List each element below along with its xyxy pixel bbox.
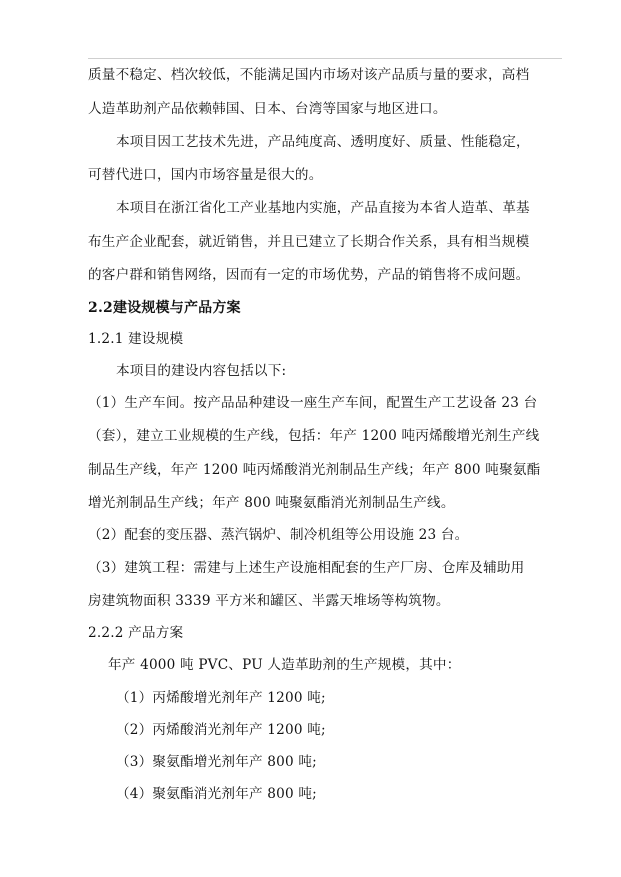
- paragraph-line: 年产 4000 吨 PVC、PU 人造革助剂的生产规模，其中：: [108, 657, 461, 673]
- paragraph-line: 本项目的建设内容包括以下:: [116, 363, 287, 379]
- paragraph-line: 人造革助剂产品依赖韩国、日本、台湾等国家与地区进口。: [88, 101, 447, 117]
- paragraph-line: 可替代进口，国内市场容量是很大的。: [88, 167, 323, 183]
- subsection-title: 1.2.1 建设规模: [88, 331, 184, 347]
- list-item-line: 制品生产线，年产 1200 吨丙烯酸消光剂制品生产线；年产 800 吨聚氨酯: [88, 462, 541, 478]
- paragraph-line: 本项目因工艺技术先进，产品纯度高、透明度好、质量、性能稳定，: [116, 134, 530, 150]
- paragraph-line: 布生产企业配套，就近销售，并且已建立了长期合作关系，具有相当规模: [88, 234, 530, 250]
- product-item: （2）丙烯酸消光剂年产 1200 吨;: [116, 722, 326, 738]
- list-item-line: （2）配套的变压器、蒸汽锅炉、制冷机组等公用设施 23 台。: [88, 527, 469, 543]
- product-item: （3）聚氨酯增光剂年产 800 吨;: [116, 754, 317, 770]
- list-item-line: （套），建立工业规模的生产线，包括：年产 1200 吨丙烯酸增光剂生产线: [88, 428, 540, 444]
- header-rule: [88, 58, 562, 59]
- product-item: （4）聚氨酯消光剂年产 800 吨;: [116, 786, 317, 802]
- list-item-line: （3）建筑工程：需建与上述生产设施相配套的生产厂房、仓库及辅助用: [88, 560, 525, 576]
- paragraph-line: 的客户群和销售网络，因而有一定的市场优势，产品的销售将不成问题。: [88, 267, 530, 283]
- paragraph-line: 本项目在浙江省化工产业基地内实施，产品直接为本省人造革、革基: [116, 200, 530, 216]
- product-item: （1）丙烯酸增光剂年产 1200 吨;: [116, 690, 326, 706]
- paragraph-line: 质量不稳定、档次较低，不能满足国内市场对该产品质与量的要求，高档: [88, 67, 530, 83]
- list-item-line: 房建筑物面积 3339 平方米和罐区、半露天堆场等构筑物。: [88, 593, 450, 609]
- section-heading: 2.2建设规模与产品方案: [88, 300, 241, 316]
- subsection-title: 2.2.2 产品方案: [88, 625, 184, 641]
- list-item-line: （1）生产车间。按产品品种建设一座生产车间，配置生产工艺设备 23 台: [88, 395, 538, 411]
- list-item-line: 增光剂制品生产线；年产 800 吨聚氨酯消光剂制品生产线。: [88, 495, 455, 511]
